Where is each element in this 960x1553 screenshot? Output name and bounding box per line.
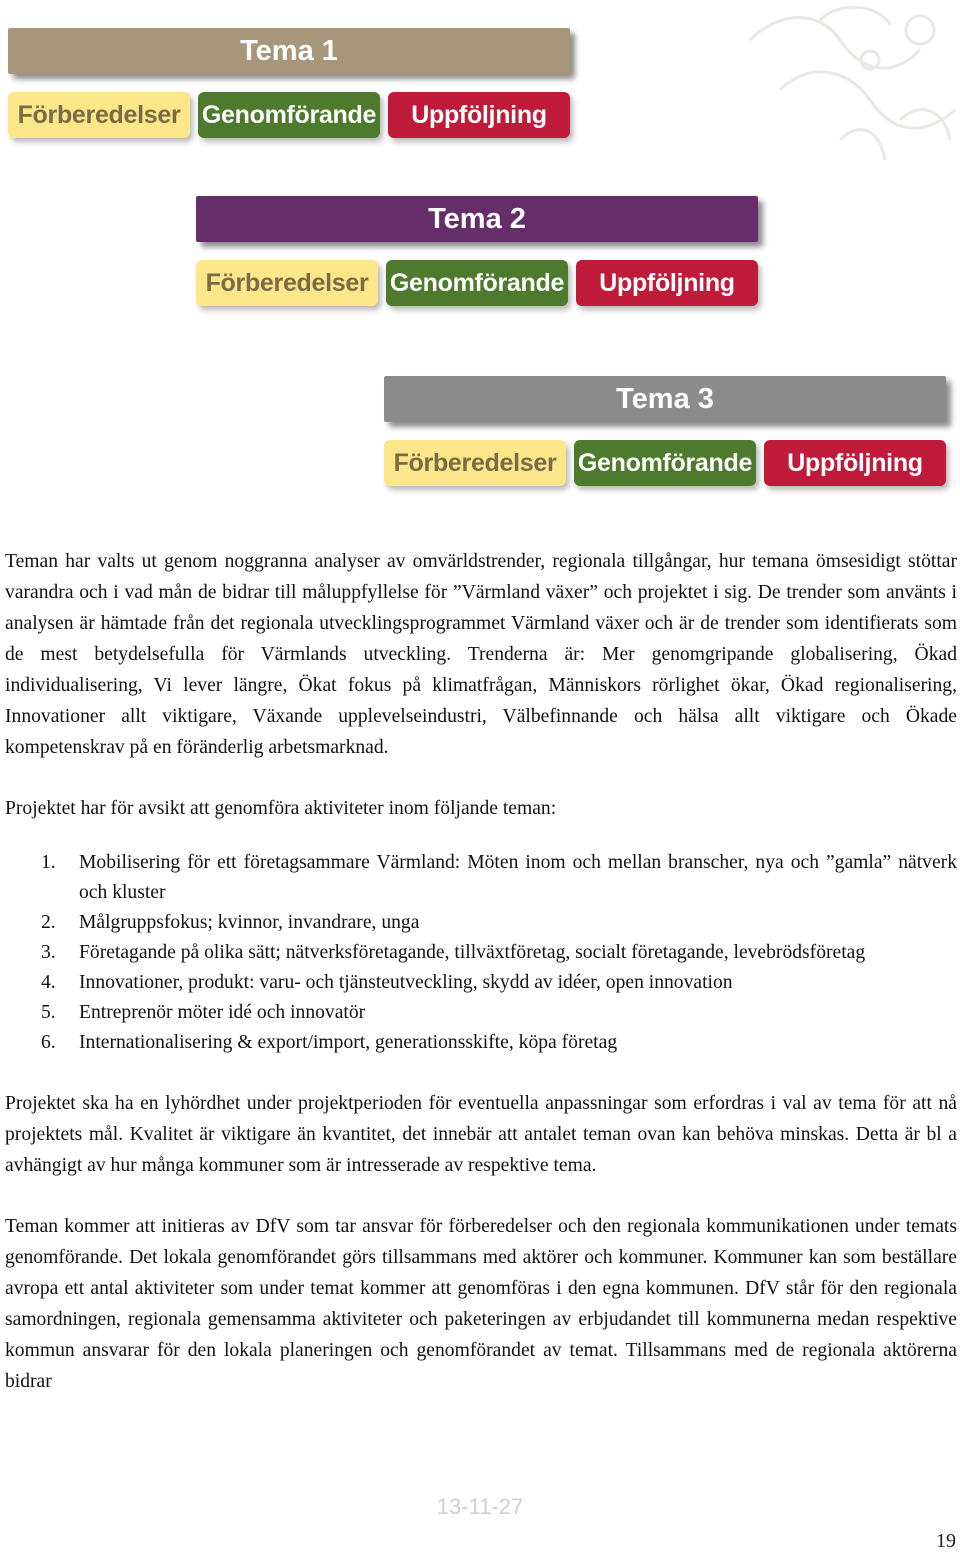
phase-preparation: Förberedelser xyxy=(196,260,378,306)
theme-2-phases xyxy=(196,260,758,306)
phase-follow-up: Uppföljning xyxy=(576,260,758,306)
page-number: 19 xyxy=(936,1530,956,1552)
themes-list xyxy=(5,848,957,1058)
paragraph-intro-list: Projektet har för avsikt att genomföra aktiviteter inom följande teman: xyxy=(5,798,557,819)
theme-1-phases xyxy=(8,92,570,138)
phase-preparation: Förberedelser xyxy=(8,92,190,138)
theme-3-group xyxy=(384,376,946,486)
list-item: 5. Entreprenör möter idé och innovatör xyxy=(41,1002,366,1023)
phase-execution: Genomförande xyxy=(198,92,380,138)
phase-preparation: Förberedelser xyxy=(384,440,566,486)
theme-3-phases xyxy=(384,440,946,486)
phase-execution: Genomförande xyxy=(386,260,568,306)
list-item: 6. Internationalisering & export/import, generationsskifte, köpa företag xyxy=(41,1032,618,1053)
paragraph-initiation: Teman kommer att initieras av DfV som tar ansvar för förberedelser och den regionala kommunikationen under temats genomförande. Det lokala genomförandet görs tillsammans med aktörer och kommuner. Kommuner kan som beställare avropa ett antal aktiviteter som under temat kommer att genomföras i den egna kommunen. DfV står för den regionala samordningen, regionala gemensamma aktiviteter och paketeringen av erbjudandet till kommunerna medan respektive kommun ansvarar för den lokala planeringen och genomförandet av temat. Tillsammans med de regionala aktörerna bidrar xyxy=(5,1216,957,1392)
list-item: 2. Målgruppsfokus; kvinnor, invandrare, unga xyxy=(41,912,420,933)
theme-1-group xyxy=(8,28,570,138)
document-body xyxy=(5,546,957,1397)
list-item: 1. Mobilisering för ett företagsammare Värmland: Möten inom och mellan branscher, nya och ”gamla” nätverk och kluster xyxy=(41,852,957,903)
decorative-ornament xyxy=(720,0,960,180)
theme-2-group xyxy=(196,196,758,306)
theme-2-title: Tema 2 xyxy=(196,196,758,242)
list-item: 3. Företagande på olika sätt; nätverksföretagande, tillväxtföretag, socialt företagande, levebrödsföretag xyxy=(41,942,866,963)
theme-1-title: Tema 1 xyxy=(8,28,570,74)
paragraph-trends: Teman har valts ut genom noggranna analyser av omvärldstrender, regionala tillgångar, hur temana ömsesidigt stöttar varandra och i vad mån de bidrar till måluppfyllelse för ”Värmland växer” och projektet i sig. De trender som använts i analysen är hämtade från det regionala utvecklingsprogrammet Värmland växer och är de trender som identifierats som de mest betydelsefulla för Värmlands utveckling. Trenderna är: Mer genomgripande globalisering, Ökad individualisering, Vi lever längre, Ökat fokus på klimatfrågan, Människors rörlighet ökar, Ökad regionalisering, Innovationer allt viktigare, Växande upplevelseindustri, Välbefinnande och hälsa allt viktigare och Ökade kompetenskrav på en föränderlig arbetsmarknad. xyxy=(5,551,957,758)
theme-3-title: Tema 3 xyxy=(384,376,946,422)
phase-follow-up: Uppföljning xyxy=(388,92,570,138)
phase-follow-up: Uppföljning xyxy=(764,440,946,486)
paragraph-flexibility: Projektet ska ha en lyhördhet under projektperioden för eventuella anpassningar som erfordras i val av tema för att nå projektets mål. Kvalitet är viktigare än kvantitet, det innebär att antalet teman ovan kan behöva minskas. Detta är bl a avhängigt av hur många kommuner som är intresserade av respektive tema. xyxy=(5,1093,957,1176)
date-stamp: 13-11-27 xyxy=(436,1494,524,1519)
phase-execution: Genomförande xyxy=(574,440,756,486)
list-item: 4. Innovationer, produkt: varu- och tjänsteutveckling, skydd av idéer, open innovation xyxy=(41,972,733,993)
